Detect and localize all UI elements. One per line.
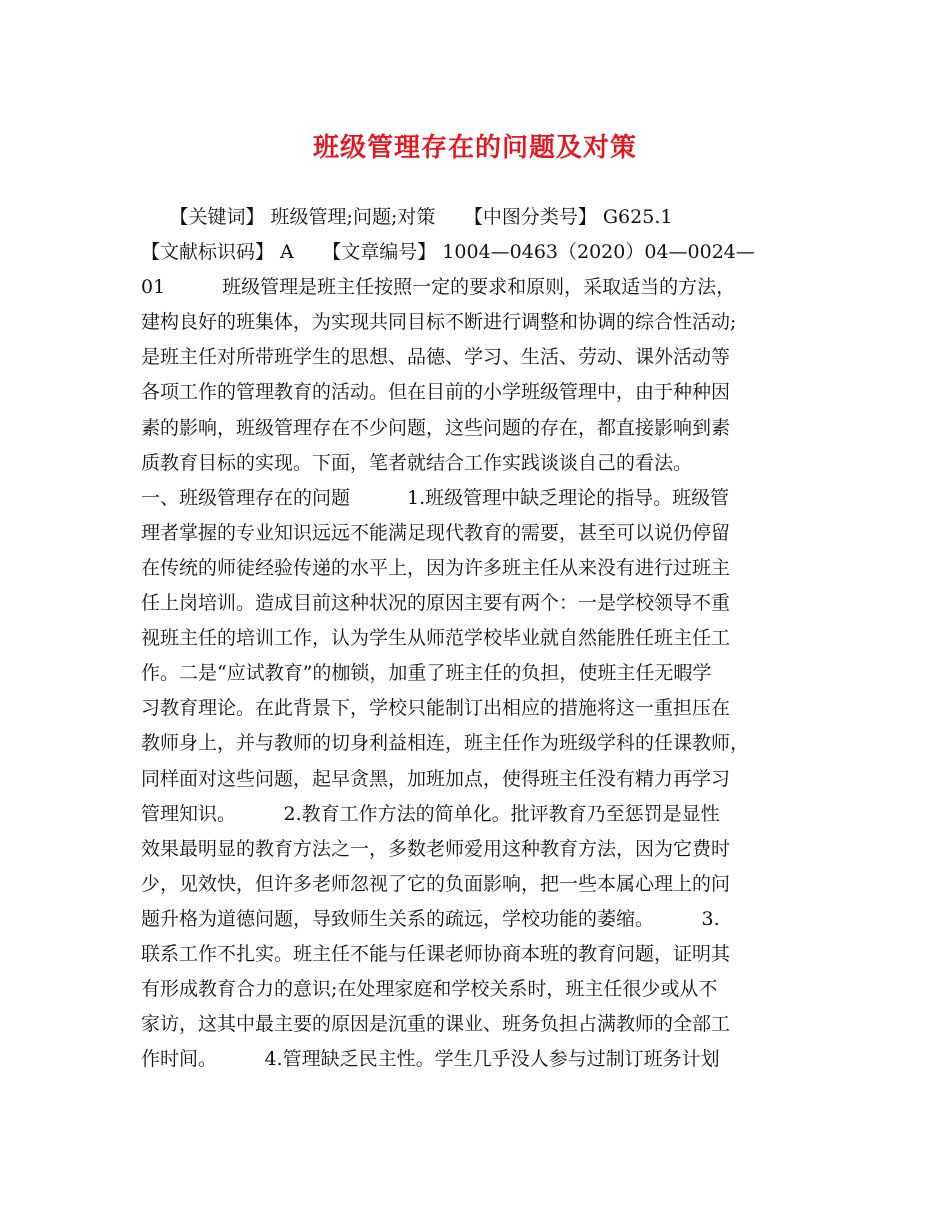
- document-body: [141, 200, 821, 1077]
- body-line: 是班主任对所带班学生的思想、品德、学习、生活、劳动、课外活动等: [141, 346, 731, 369]
- body-line: 有形成教育合力的意识;在处理家庭和学校关系时，班主任很少或从不: [141, 978, 718, 1001]
- body-line: 一、班级管理存在的问题 1.班级管理中缺乏理论的指导。班级管: [141, 486, 730, 509]
- body-line: 作。二是“应试教育”的枷锁，加重了班主任的负担，使班主任无暇学: [141, 662, 712, 685]
- body-line: 同样面对这些问题，起早贪黑，加班加点，使得班主任没有精力再学习: [141, 767, 731, 790]
- body-line: 视班主任的培训工作，认为学生从师范学校毕业就自然能胜任班主任工: [141, 627, 731, 650]
- body-line: 题升格为道德问题，导致师生关系的疏远，学校功能的萎缩。 3.: [141, 907, 720, 930]
- body-line: 习教育理论。在此背景下，学校只能制订出相应的措施将这一重担压在: [141, 697, 731, 720]
- body-line: 素的影响，班级管理存在不少问题，这些问题的存在，都直接影响到素: [141, 416, 731, 439]
- body-line: 各项工作的管理教育的活动。但在目前的小学班级管理中，由于种种因: [141, 381, 731, 404]
- body-line: 家访，这其中最主要的原因是沉重的课业、班务负担占满教师的全部工: [141, 1013, 731, 1036]
- body-line: 管理知识。 2.教育工作方法的简单化。批评教育乃至惩罚是显性: [141, 802, 720, 825]
- body-line: 教师身上，并与教师的切身利益相连，班主任作为班级学科的任课教师，: [141, 732, 750, 755]
- body-line: 质教育目标的实现。下面，笔者就结合工作实践谈谈自己的看法。: [141, 451, 693, 474]
- body-line: 任上岗培训。造成目前这种状况的原因主要有两个：一是学校领导不重: [141, 592, 731, 615]
- document-title: 班级管理存在的问题及对策: [312, 133, 637, 163]
- body-line: 在传统的师徒经验传递的水平上，因为许多班主任从来没有进行过班主: [141, 556, 731, 579]
- body-line: 建构良好的班集体，为实现共同目标不断进行调整和协调的综合性活动;: [141, 311, 737, 334]
- body-line: 效果最明显的教育方法之一，多数老师爱用这种教育方法，因为它费时: [141, 837, 731, 860]
- body-line: 作时间。 4.管理缺乏民主性。学生几乎没人参与过制订班务计划: [141, 1048, 720, 1071]
- body-line: 理者掌握的专业知识远远不能满足现代教育的需要，甚至可以说仍停留: [141, 521, 731, 544]
- body-line: 少，见效快，但许多老师忽视了它的负面影响，把一些本属心理上的问: [141, 872, 731, 895]
- body-line: 【文献标识码】 A 【文章编号】 1004—0463（2020）04—0024—: [141, 241, 755, 264]
- body-line: 【关键词】 班级管理;问题;对策 【中图分类号】 G625.1: [141, 206, 673, 228]
- body-line: 01 班级管理是班主任按照一定的要求和原则，采取适当的方法，: [141, 276, 736, 299]
- body-line: 联系工作不扎实。班主任不能与任课老师协商本班的教育问题，证明其: [141, 942, 731, 965]
